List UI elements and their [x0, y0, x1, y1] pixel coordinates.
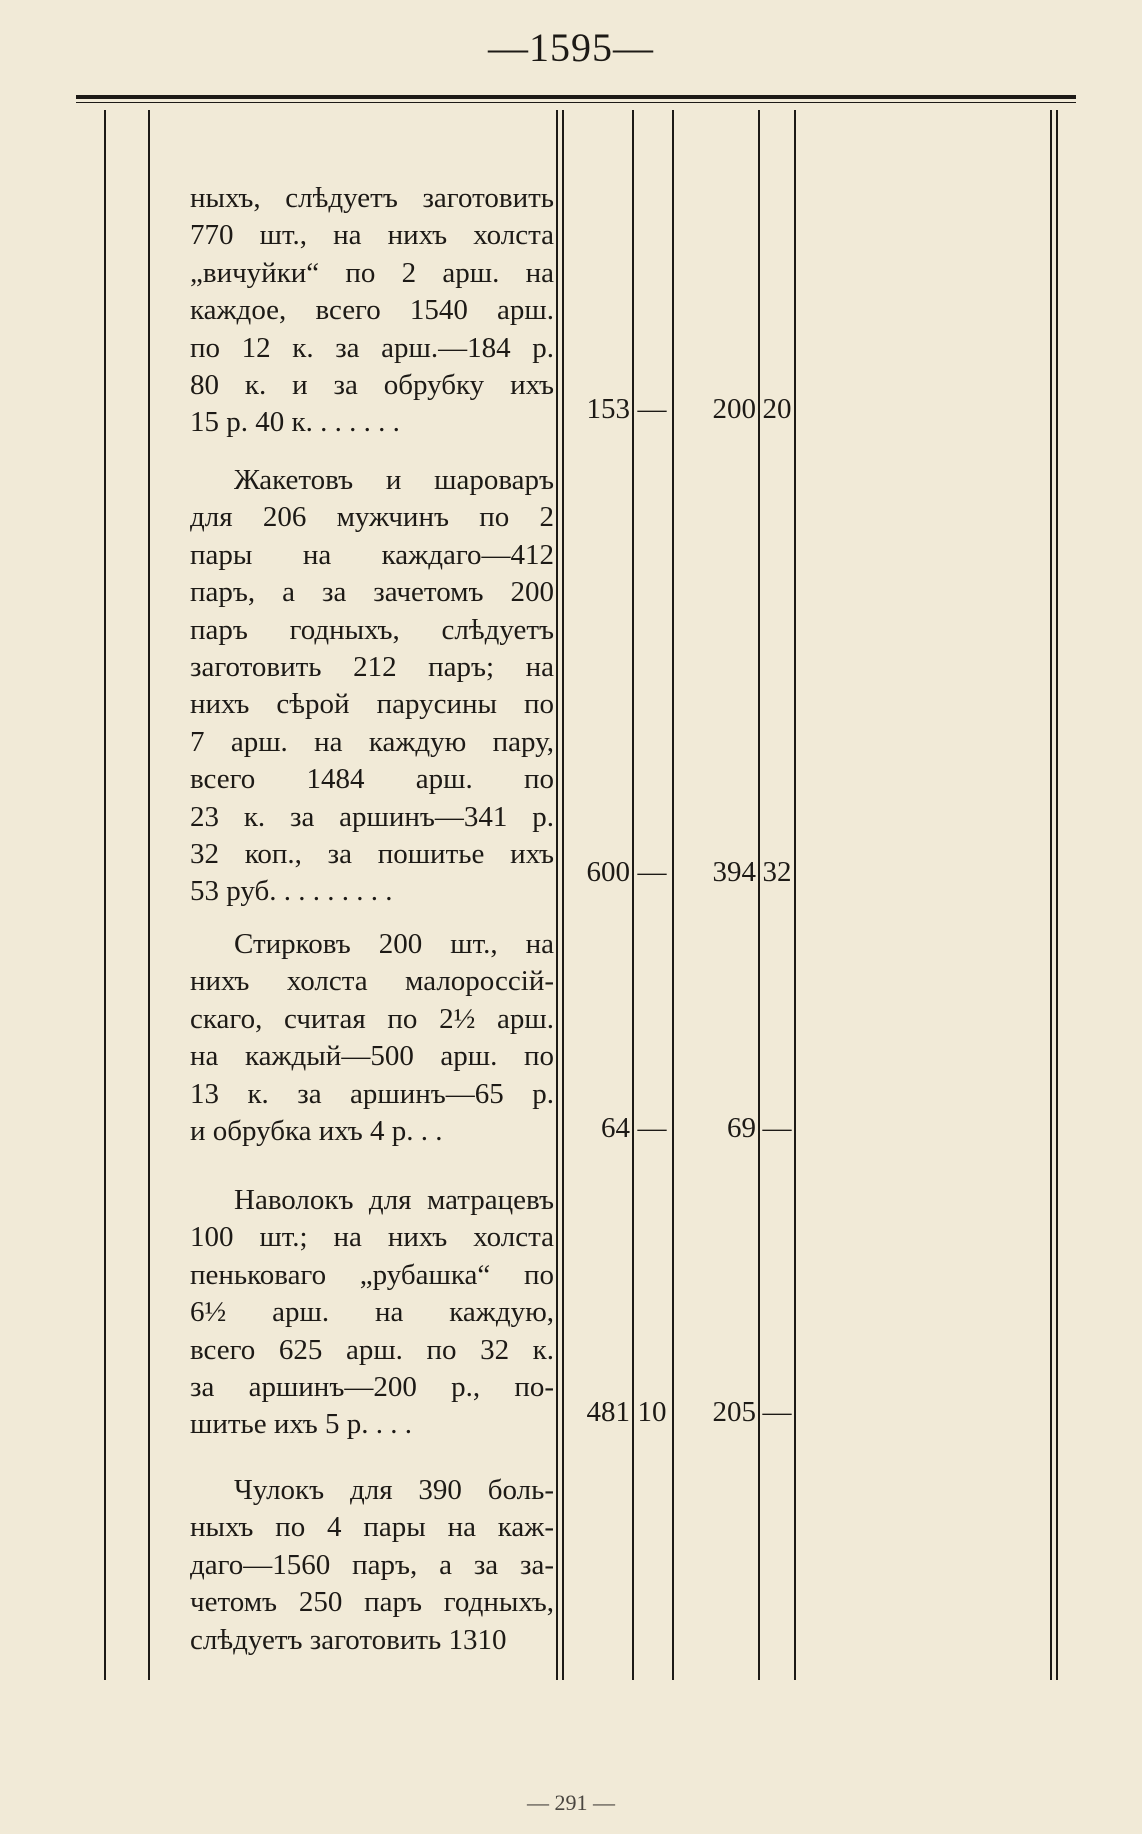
entry-1 [190, 180, 554, 442]
entry-line: четомъ 250 паръ годныхъ, [190, 1586, 554, 1619]
entry-line: и обрубка ихъ 4 р. . . [190, 1115, 443, 1148]
entry-1-kopecks-b: 20 [762, 393, 792, 425]
entry-line: по 12 к. за арш.—184 р. [190, 331, 554, 364]
entry-5 [190, 1472, 554, 1659]
entry-line: 100 шт.; на нихъ холста [190, 1221, 554, 1254]
entry-line: Жакетовъ и шароваръ [234, 464, 554, 496]
entry-3-rubles-b: 69 [727, 1112, 756, 1144]
entry-line: нихъ сѣрой парусины по [190, 688, 554, 721]
entry-1-rubles-a: 153 [586, 393, 630, 425]
entry-3 [190, 926, 554, 1150]
entry-line: скаго, считая по 2½ арш. [190, 1002, 554, 1035]
column-rule [556, 110, 558, 1680]
entry-line: даго—1560 паръ, а за за- [190, 1548, 554, 1581]
entry-2-rubles-b: 394 [712, 856, 756, 888]
entry-line: 32 коп., за пошитье ихъ [190, 838, 554, 871]
entry-1-kopecks-a: — [637, 393, 667, 425]
column-rule [794, 110, 796, 1680]
entry-line: 53 руб. . . . . . . . . [190, 875, 393, 908]
entry-line: 15 р. 40 к. . . . . . . [190, 406, 400, 439]
entry-line: Наволокъ для матрацевъ [234, 1184, 554, 1216]
footer-page-number: — 291 — [527, 1790, 615, 1815]
entry-line: на каждый—500 арш. по [190, 1040, 554, 1073]
entry-line: заготовить 212 паръ; на [190, 651, 554, 684]
entry-2-rubles-a: 600 [586, 856, 630, 888]
entry-line: за аршинъ—200 р., по- [190, 1371, 554, 1404]
top-rule-thin [76, 102, 1076, 103]
entry-line: слѣдуетъ заготовить 1310 [190, 1623, 507, 1656]
entry-line: 7 арш. на каждую пару, [190, 725, 554, 758]
entry-line: 13 к. за аршинъ—65 р. [190, 1077, 554, 1110]
entry-4-rubles-a: 481 [586, 1396, 630, 1428]
entry-line: каждое, всего 1540 арш. [190, 294, 554, 327]
entry-3-kopecks-a: — [637, 1112, 667, 1144]
entry-line: всего 1484 арш. по [190, 763, 554, 796]
entry-line: пары на каждаго—412 [190, 538, 554, 571]
entry-line: ныхъ, слѣдуетъ заготовить [190, 182, 554, 214]
entry-line: паръ годныхъ, слѣдуетъ [190, 613, 554, 646]
column-rule [758, 110, 760, 1680]
column-rule [562, 110, 564, 1680]
entry-line: 23 к. за аршинъ—341 р. [190, 800, 554, 833]
entry-line: „вичуйки“ по 2 арш. на [190, 256, 554, 289]
entry-line: нихъ холста малороссій- [190, 965, 554, 998]
entry-4-rubles-b: 205 [712, 1396, 756, 1428]
entry-line: 80 к. и за обрубку ихъ [190, 369, 554, 402]
entry-line: паръ, а за зачетомъ 200 [190, 576, 554, 609]
entry-line: 770 шт., на нихъ холста [190, 219, 554, 252]
column-rule [1056, 110, 1058, 1680]
entry-line: пеньковаго „рубашка“ по [190, 1258, 554, 1291]
column-rule [672, 110, 674, 1680]
entry-line: Стирковъ 200 шт., на [234, 928, 554, 960]
entry-3-kopecks-b: — [762, 1112, 792, 1144]
column-rule [1050, 110, 1052, 1680]
entry-line: для 206 мужчинъ по 2 [190, 501, 554, 534]
column-rule [632, 110, 634, 1680]
entry-2-kopecks-b: 32 [762, 856, 792, 888]
entry-1-rubles-b: 200 [712, 393, 756, 425]
entry-line: 6½ арш. на каждую, [190, 1296, 554, 1329]
entry-3-rubles-a: 64 [601, 1112, 630, 1144]
entry-4 [190, 1182, 554, 1444]
entry-line: ныхъ по 4 пары на каж- [190, 1511, 554, 1544]
entry-4-kopecks-a: 10 [637, 1396, 667, 1428]
entry-4-kopecks-b: — [762, 1396, 792, 1428]
entry-line: шитье ихъ 5 р. . . . [190, 1408, 413, 1441]
entry-line: всего 625 арш. по 32 к. [190, 1333, 554, 1366]
top-rule [76, 95, 1076, 99]
page-number: —1595— [488, 25, 654, 70]
entry-line: Чулокъ для 390 боль- [234, 1474, 554, 1506]
entry-2-kopecks-a: — [637, 856, 667, 888]
column-rule [148, 110, 150, 1680]
column-rule [104, 110, 106, 1680]
entry-2 [190, 462, 554, 911]
